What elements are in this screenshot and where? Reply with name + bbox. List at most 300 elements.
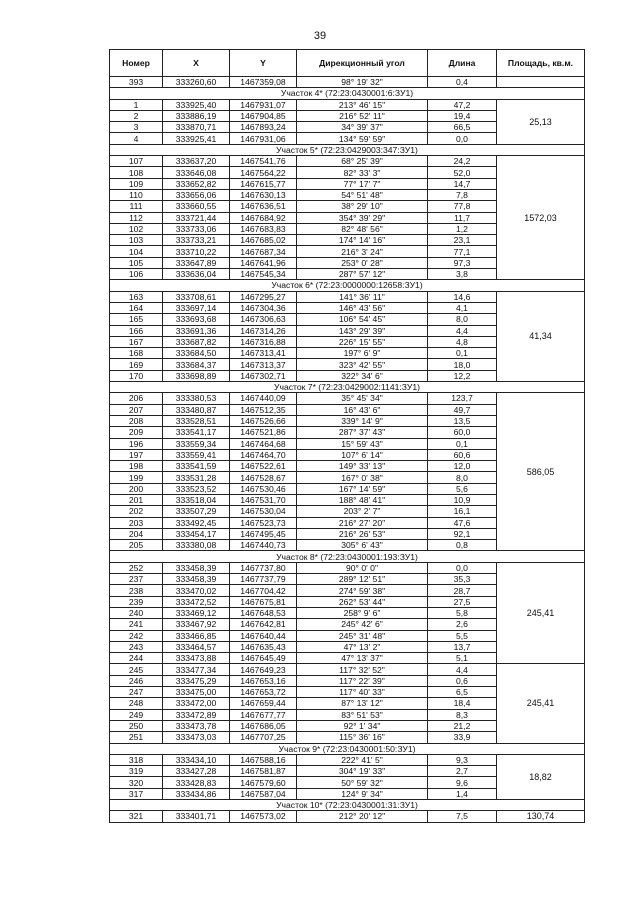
direction-angle: 188° 48' 41" <box>297 494 428 505</box>
y-coordinate: 1467684,92 <box>230 212 297 223</box>
y-coordinate: 1467687,34 <box>230 246 297 257</box>
length: 0,0 <box>428 133 497 144</box>
length: 5,6 <box>428 483 497 494</box>
direction-angle: 354° 39' 29" <box>297 212 428 223</box>
y-coordinate: 1467640,44 <box>230 630 297 641</box>
direction-angle: 15° 59' 43" <box>297 438 428 449</box>
length: 4,1 <box>428 302 497 313</box>
x-coordinate: 333469,12 <box>163 607 230 618</box>
length: 0,0 <box>428 562 497 573</box>
x-coordinate: 333458,39 <box>163 562 230 573</box>
direction-angle: 50° 59' 32" <box>297 777 428 788</box>
header-row <box>110 50 585 77</box>
direction-angle: 117° 22' 39" <box>297 675 428 686</box>
point-number: 251 <box>110 732 163 743</box>
point-number: 198 <box>110 461 163 472</box>
x-coordinate: 333541,59 <box>163 461 230 472</box>
area-value: 130,74 <box>497 811 585 822</box>
direction-angle: 245° 31' 48" <box>297 630 428 641</box>
x-coordinate: 333687,82 <box>163 336 230 347</box>
x-coordinate: 333684,37 <box>163 359 230 370</box>
y-coordinate: 1467704,42 <box>230 585 297 596</box>
y-coordinate: 1467573,02 <box>230 811 297 822</box>
y-coordinate: 1467645,49 <box>230 653 297 664</box>
point-number: 112 <box>110 212 163 223</box>
table-row <box>110 99 585 110</box>
y-coordinate: 1467707,25 <box>230 732 297 743</box>
direction-angle: 304° 19' 33" <box>297 766 428 777</box>
x-coordinate: 333473,88 <box>163 653 230 664</box>
point-number: 164 <box>110 302 163 313</box>
y-coordinate: 1467313,41 <box>230 348 297 359</box>
x-coordinate: 333473,78 <box>163 720 230 731</box>
x-coordinate: 333733,21 <box>163 235 230 246</box>
length: 18,0 <box>428 359 497 370</box>
point-number: 248 <box>110 698 163 709</box>
x-coordinate: 333528,51 <box>163 415 230 426</box>
length: 18,4 <box>428 698 497 709</box>
y-coordinate: 1467464,68 <box>230 438 297 449</box>
point-number: 250 <box>110 720 163 731</box>
length: 123,7 <box>428 393 497 404</box>
page-number: 39 <box>313 30 327 42</box>
direction-angle: 34° 39' 37" <box>297 122 428 133</box>
x-coordinate: 333454,17 <box>163 528 230 539</box>
y-coordinate: 1467636,51 <box>230 201 297 212</box>
direction-angle: 149° 33' 13" <box>297 461 428 472</box>
header-direction-angle: Дирекционный угол <box>297 50 428 77</box>
length: 8,0 <box>428 472 497 483</box>
direction-angle: 141° 36' 11" <box>297 291 428 302</box>
length: 0,6 <box>428 675 497 686</box>
length: 12,0 <box>428 461 497 472</box>
direction-angle: 226° 15' 55" <box>297 336 428 347</box>
point-number: 110 <box>110 189 163 200</box>
section-title: Участок 6* (72:23:0000000:12658:ЗУ1) <box>110 280 585 291</box>
length: 35,3 <box>428 574 497 585</box>
point-number: 200 <box>110 483 163 494</box>
x-coordinate: 333434,86 <box>163 788 230 799</box>
x-coordinate: 333518,04 <box>163 494 230 505</box>
header-x: X <box>163 50 230 77</box>
length: 60,0 <box>428 427 497 438</box>
length: 2,7 <box>428 766 497 777</box>
x-coordinate: 333480,87 <box>163 404 230 415</box>
length: 8,0 <box>428 314 497 325</box>
point-number: 238 <box>110 585 163 596</box>
length: 97,3 <box>428 257 497 268</box>
direction-angle: 54° 51' 48" <box>297 189 428 200</box>
point-number: 107 <box>110 156 163 167</box>
point-number: 166 <box>110 325 163 336</box>
direction-angle: 98° 19' 32" <box>297 77 428 88</box>
coordinates-table <box>109 49 585 823</box>
point-number: 169 <box>110 359 163 370</box>
length: 10,9 <box>428 494 497 505</box>
point-number: 249 <box>110 709 163 720</box>
x-coordinate: 333733,06 <box>163 223 230 234</box>
x-coordinate: 333380,53 <box>163 393 230 404</box>
y-coordinate: 1467304,36 <box>230 302 297 313</box>
y-coordinate: 1467904,85 <box>230 110 297 121</box>
table-row <box>110 393 585 404</box>
y-coordinate: 1467653,16 <box>230 675 297 686</box>
x-coordinate: 333401,71 <box>163 811 230 822</box>
length: 4,4 <box>428 664 497 675</box>
point-number: 318 <box>110 754 163 765</box>
y-coordinate: 1467588,16 <box>230 754 297 765</box>
area-value: 245,41 <box>497 664 585 743</box>
direction-angle: 262° 53' 44" <box>297 596 428 607</box>
length: 16,1 <box>428 506 497 517</box>
section-title: Участок 8* (72:23:0430001:193:ЗУ1) <box>110 551 585 562</box>
point-number: 202 <box>110 506 163 517</box>
direction-angle: 117° 40' 33" <box>297 687 428 698</box>
table-row <box>110 811 585 822</box>
y-coordinate: 1467579,60 <box>230 777 297 788</box>
y-coordinate: 1467295,27 <box>230 291 297 302</box>
point-number: 239 <box>110 596 163 607</box>
point-number: 205 <box>110 540 163 551</box>
y-coordinate: 1467531,70 <box>230 494 297 505</box>
direction-angle: 124° 9' 34" <box>297 788 428 799</box>
length: 47,2 <box>428 99 497 110</box>
y-coordinate: 1467893,24 <box>230 122 297 133</box>
x-coordinate: 333470,02 <box>163 585 230 596</box>
direction-angle: 143° 29' 39" <box>297 325 428 336</box>
direction-angle: 274° 59' 38" <box>297 585 428 596</box>
point-number: 3 <box>110 122 163 133</box>
y-coordinate: 1467564,22 <box>230 167 297 178</box>
section-title-row <box>110 551 585 562</box>
point-number: 243 <box>110 641 163 652</box>
direction-angle: 305° 6' 43" <box>297 540 428 551</box>
table-row <box>110 562 585 573</box>
direction-angle: 90° 0' 0" <box>297 562 428 573</box>
section-title-row <box>110 800 585 811</box>
direction-angle: 134° 59' 59" <box>297 133 428 144</box>
direction-angle: 174° 14' 16" <box>297 235 428 246</box>
length: 52,0 <box>428 167 497 178</box>
point-number: 206 <box>110 393 163 404</box>
direction-angle: 216° 27' 20" <box>297 517 428 528</box>
direction-angle: 339° 14' 9" <box>297 415 428 426</box>
point-number: 317 <box>110 788 163 799</box>
length: 0,4 <box>428 77 497 88</box>
area-value: 25,13 <box>497 99 585 144</box>
length: 12,2 <box>428 370 497 381</box>
y-coordinate: 1467686,05 <box>230 720 297 731</box>
direction-angle: 92° 1' 34" <box>297 720 428 731</box>
x-coordinate: 333458,39 <box>163 574 230 585</box>
length: 14,7 <box>428 178 497 189</box>
y-coordinate: 1467306,63 <box>230 314 297 325</box>
point-number: 105 <box>110 257 163 268</box>
length: 24,2 <box>428 156 497 167</box>
y-coordinate: 1467512,35 <box>230 404 297 415</box>
length: 77,8 <box>428 201 497 212</box>
point-number: 4 <box>110 133 163 144</box>
point-number: 197 <box>110 449 163 460</box>
x-coordinate: 333925,40 <box>163 99 230 110</box>
section-title-row <box>110 743 585 754</box>
area-value: 41,34 <box>497 291 585 381</box>
direction-angle: 222° 41' 5" <box>297 754 428 765</box>
x-coordinate: 333466,85 <box>163 630 230 641</box>
point-number: 320 <box>110 777 163 788</box>
header-length: Длина <box>428 50 497 77</box>
direction-angle: 258° 9' 6" <box>297 607 428 618</box>
length: 1,2 <box>428 223 497 234</box>
direction-angle: 216° 26' 53" <box>297 528 428 539</box>
point-number: 106 <box>110 269 163 280</box>
x-coordinate: 333531,28 <box>163 472 230 483</box>
x-coordinate: 333693,68 <box>163 314 230 325</box>
y-coordinate: 1467685,02 <box>230 235 297 246</box>
length: 60,6 <box>428 449 497 460</box>
direction-angle: 38° 29' 10" <box>297 201 428 212</box>
direction-angle: 253° 0' 28" <box>297 257 428 268</box>
direction-angle: 146° 43' 56" <box>297 302 428 313</box>
x-coordinate: 333477,34 <box>163 664 230 675</box>
length: 14,6 <box>428 291 497 302</box>
length: 19,4 <box>428 110 497 121</box>
direction-angle: 82° 48' 56" <box>297 223 428 234</box>
x-coordinate: 333467,92 <box>163 619 230 630</box>
direction-angle: 323° 42' 55" <box>297 359 428 370</box>
x-coordinate: 333507,29 <box>163 506 230 517</box>
y-coordinate: 1467545,34 <box>230 269 297 280</box>
direction-angle: 82° 33' 3" <box>297 167 428 178</box>
direction-angle: 287° 37' 43" <box>297 427 428 438</box>
x-coordinate: 333475,29 <box>163 675 230 686</box>
x-coordinate: 333691,36 <box>163 325 230 336</box>
length: 9,3 <box>428 754 497 765</box>
x-coordinate: 333660,55 <box>163 201 230 212</box>
y-coordinate: 1467440,73 <box>230 540 297 551</box>
point-number: 109 <box>110 178 163 189</box>
direction-angle: 77° 17' 7" <box>297 178 428 189</box>
x-coordinate: 333434,10 <box>163 754 230 765</box>
section-title-row <box>110 88 585 99</box>
y-coordinate: 1467440,09 <box>230 393 297 404</box>
direction-angle: 47° 13' 2" <box>297 641 428 652</box>
direction-angle: 35° 45' 34" <box>297 393 428 404</box>
length: 4,8 <box>428 336 497 347</box>
length: 13,5 <box>428 415 497 426</box>
point-number: 203 <box>110 517 163 528</box>
point-number: 207 <box>110 404 163 415</box>
y-coordinate: 1467931,06 <box>230 133 297 144</box>
y-coordinate: 1467587,04 <box>230 788 297 799</box>
point-number: 242 <box>110 630 163 641</box>
point-number: 167 <box>110 336 163 347</box>
length: 77,1 <box>428 246 497 257</box>
y-coordinate: 1467641,96 <box>230 257 297 268</box>
length: 92,1 <box>428 528 497 539</box>
y-coordinate: 1467649,23 <box>230 664 297 675</box>
length: 49,7 <box>428 404 497 415</box>
y-coordinate: 1467541,76 <box>230 156 297 167</box>
section-title-row <box>110 144 585 155</box>
x-coordinate: 333708,61 <box>163 291 230 302</box>
y-coordinate: 1467683,83 <box>230 223 297 234</box>
point-number: 199 <box>110 472 163 483</box>
point-number: 170 <box>110 370 163 381</box>
direction-angle: 115° 36' 16" <box>297 732 428 743</box>
area-value: 18,82 <box>497 754 585 799</box>
direction-angle: 203° 2' 7" <box>297 506 428 517</box>
area-value: 586,05 <box>497 393 585 551</box>
y-coordinate: 1467314,26 <box>230 325 297 336</box>
length: 3,8 <box>428 269 497 280</box>
x-coordinate: 333428,83 <box>163 777 230 788</box>
point-number: 204 <box>110 528 163 539</box>
section-title: Участок 4* (72:23:0430001:6:ЗУ1) <box>110 88 585 99</box>
point-number: 209 <box>110 427 163 438</box>
direction-angle: 197° 6' 9" <box>297 348 428 359</box>
x-coordinate: 333475,00 <box>163 687 230 698</box>
length: 0,1 <box>428 438 497 449</box>
direction-angle: 216° 52' 11" <box>297 110 428 121</box>
length: 23,1 <box>428 235 497 246</box>
point-number: 393 <box>110 77 163 88</box>
direction-angle: 245° 42' 6" <box>297 619 428 630</box>
y-coordinate: 1467737,79 <box>230 574 297 585</box>
direction-angle: 167° 14' 59" <box>297 483 428 494</box>
y-coordinate: 1467615,77 <box>230 178 297 189</box>
point-number: 102 <box>110 223 163 234</box>
y-coordinate: 1467523,73 <box>230 517 297 528</box>
point-number: 2 <box>110 110 163 121</box>
point-number: 103 <box>110 235 163 246</box>
length: 7,5 <box>428 811 497 822</box>
length: 13,7 <box>428 641 497 652</box>
header-area: Площадь, кв.м. <box>497 50 585 77</box>
section-title: Участок 5* (72:23:0429003:347:ЗУ1) <box>110 144 585 155</box>
y-coordinate: 1467316,88 <box>230 336 297 347</box>
point-number: 246 <box>110 675 163 686</box>
x-coordinate: 333380,08 <box>163 540 230 551</box>
y-coordinate: 1467521,86 <box>230 427 297 438</box>
length: 4,4 <box>428 325 497 336</box>
point-number: 245 <box>110 664 163 675</box>
y-coordinate: 1467931,07 <box>230 99 297 110</box>
direction-angle: 87° 13' 12" <box>297 698 428 709</box>
y-coordinate: 1467530,46 <box>230 483 297 494</box>
table-row <box>110 664 585 675</box>
direction-angle: 107° 6' 14" <box>297 449 428 460</box>
point-number: 252 <box>110 562 163 573</box>
length: 66,5 <box>428 122 497 133</box>
y-coordinate: 1467581,87 <box>230 766 297 777</box>
x-coordinate: 333697,14 <box>163 302 230 313</box>
y-coordinate: 1467530,04 <box>230 506 297 517</box>
y-coordinate: 1467642,81 <box>230 619 297 630</box>
point-number: 244 <box>110 653 163 664</box>
area-value <box>497 77 585 88</box>
section-title-row <box>110 382 585 393</box>
y-coordinate: 1467675,81 <box>230 596 297 607</box>
x-coordinate: 333646,08 <box>163 167 230 178</box>
x-coordinate: 333427,28 <box>163 766 230 777</box>
table-row <box>110 77 585 88</box>
x-coordinate: 333925,41 <box>163 133 230 144</box>
y-coordinate: 1467653,72 <box>230 687 297 698</box>
length: 7,8 <box>428 189 497 200</box>
point-number: 111 <box>110 201 163 212</box>
section-title: Участок 7* (72:23:0429002:1141:ЗУ1) <box>110 382 585 393</box>
point-number: 104 <box>110 246 163 257</box>
point-number: 237 <box>110 574 163 585</box>
x-coordinate: 333886,19 <box>163 110 230 121</box>
x-coordinate: 333647,89 <box>163 257 230 268</box>
point-number: 247 <box>110 687 163 698</box>
x-coordinate: 333652,82 <box>163 178 230 189</box>
x-coordinate: 333472,00 <box>163 698 230 709</box>
y-coordinate: 1467313,37 <box>230 359 297 370</box>
y-coordinate: 1467495,45 <box>230 528 297 539</box>
direction-angle: 322° 34' 6" <box>297 370 428 381</box>
x-coordinate: 333260,60 <box>163 77 230 88</box>
x-coordinate: 333559,34 <box>163 438 230 449</box>
point-number: 168 <box>110 348 163 359</box>
direction-angle: 216° 3' 24" <box>297 246 428 257</box>
direction-angle: 68° 25' 39" <box>297 156 428 167</box>
length: 11,7 <box>428 212 497 223</box>
point-number: 163 <box>110 291 163 302</box>
table-row <box>110 156 585 167</box>
header-number: Номер <box>110 50 163 77</box>
direction-angle: 213° 46' 15" <box>297 99 428 110</box>
y-coordinate: 1467526,66 <box>230 415 297 426</box>
header-y: Y <box>230 50 297 77</box>
x-coordinate: 333472,89 <box>163 709 230 720</box>
point-number: 196 <box>110 438 163 449</box>
x-coordinate: 333472,52 <box>163 596 230 607</box>
direction-angle: 16° 43' 6" <box>297 404 428 415</box>
x-coordinate: 333541,17 <box>163 427 230 438</box>
x-coordinate: 333636,04 <box>163 269 230 280</box>
length: 33,9 <box>428 732 497 743</box>
length: 2,6 <box>428 619 497 630</box>
point-number: 201 <box>110 494 163 505</box>
x-coordinate: 333464,57 <box>163 641 230 652</box>
x-coordinate: 333721,44 <box>163 212 230 223</box>
length: 5,1 <box>428 653 497 664</box>
x-coordinate: 333637,20 <box>163 156 230 167</box>
area-value: 1572,03 <box>497 156 585 280</box>
x-coordinate: 333492,45 <box>163 517 230 528</box>
x-coordinate: 333656,06 <box>163 189 230 200</box>
area-value: 245,41 <box>497 562 585 664</box>
y-coordinate: 1467648,53 <box>230 607 297 618</box>
x-coordinate: 333684,50 <box>163 348 230 359</box>
direction-angle: 83° 51' 53" <box>297 709 428 720</box>
length: 47,6 <box>428 517 497 528</box>
length: 5,5 <box>428 630 497 641</box>
y-coordinate: 1467737,80 <box>230 562 297 573</box>
x-coordinate: 333523,52 <box>163 483 230 494</box>
y-coordinate: 1467528,67 <box>230 472 297 483</box>
point-number: 241 <box>110 619 163 630</box>
direction-angle: 117° 32' 52" <box>297 664 428 675</box>
y-coordinate: 1467302,71 <box>230 370 297 381</box>
section-title-row <box>110 280 585 291</box>
length: 8,3 <box>428 709 497 720</box>
length: 0,1 <box>428 348 497 359</box>
length: 27,5 <box>428 596 497 607</box>
